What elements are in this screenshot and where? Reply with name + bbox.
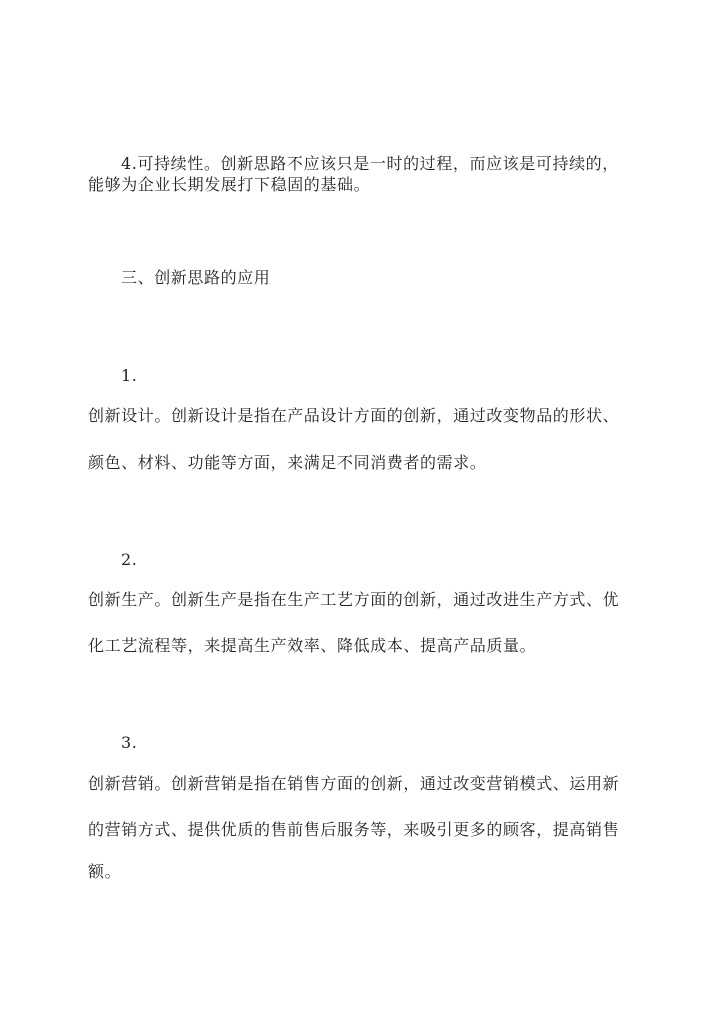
paragraph-line: 额。 [88, 862, 122, 881]
list-number: 3. [121, 733, 138, 752]
paragraph-line: 创新营销。创新营销是指在销售方面的创新，通过改变营销模式、运用新 [88, 774, 620, 793]
list-number: 2. [121, 550, 138, 569]
section-heading: 三、创新思路的应用 [121, 268, 271, 287]
paragraph-line: 能够为企业长期发展打下稳固的基础。 [88, 175, 371, 194]
paragraph-line: 4.可持续性。创新思路不应该只是一时的过程，而应该是可持续的， [121, 154, 619, 173]
list-number: 1. [121, 366, 138, 385]
paragraph-line: 化工艺流程等，来提高生产效率、降低成本、提高产品质量。 [88, 636, 537, 655]
paragraph-line: 创新设计。创新设计是指在产品设计方面的创新，通过改变物品的形状、 [88, 406, 620, 425]
paragraph-line: 的营销方式、提供优质的售前售后服务等，来吸引更多的顾客，提高销售 [88, 820, 620, 839]
paragraph-line: 颜色、材料、功能等方面，来满足不同消费者的需求。 [88, 453, 487, 472]
paragraph-line: 创新生产。创新生产是指在生产工艺方面的创新，通过改进生产方式、优 [88, 590, 620, 609]
